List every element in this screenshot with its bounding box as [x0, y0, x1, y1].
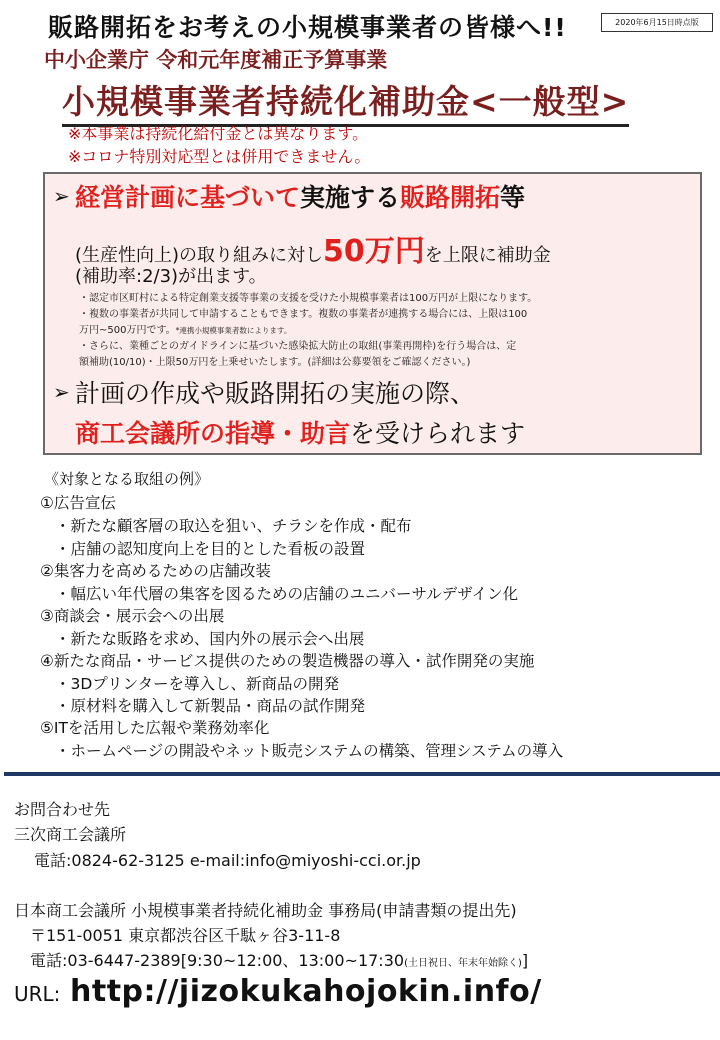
highlight-panel	[43, 172, 702, 455]
examples-title: 《対象となる取組の例》	[44, 470, 210, 488]
fine-print-joint-range: 万円~500万円です。	[79, 325, 176, 336]
note-not-combinable: ※コロナ特別対応型とは併用できません。	[68, 147, 371, 166]
contact-tel-local: 電話:0824-62-3125 e-mail:info@miyoshi-cci.or.jp	[34, 851, 421, 870]
panel-line-business-plan	[75, 178, 525, 214]
tel-national-main: 電話:03-6447-2389[9:30~12:00、13:00~17:30	[30, 951, 405, 970]
phrase-market-expansion: 販路開拓	[400, 183, 501, 212]
website-link[interactable]: http://jizokukahojokin.info/	[70, 974, 542, 1009]
contact-address: 〒151-0051 東京都渋谷区千駄ヶ谷3-11-8	[30, 926, 341, 945]
fine-print-certified: ・認定市区町村による特定創業支援等事業の支援を受けた小規模事業者は100万円が上限になります。	[79, 293, 538, 304]
section-divider	[4, 772, 720, 776]
panel-line-rate: (補助率:2/3)が出ます。	[75, 266, 267, 287]
panel-line-guidance	[75, 414, 525, 450]
headline: 販路開拓をお考えの小規模事業者の皆様へ!!	[48, 13, 567, 42]
fine-print-joint-line1: ・複数の事業者が共同して申請することもできます。複数の事業者が連携する場合には、上限は100	[79, 309, 528, 320]
example-item: ・新たな販路を求め、国内外の展示会へ出展	[55, 630, 365, 648]
contact-tel-national	[30, 948, 528, 971]
contact-heading: お問合わせ先	[14, 800, 111, 819]
example-item: ・店舗の認知度向上を目的とした看板の設置	[55, 540, 366, 558]
bullet-arrow-icon: ➢	[53, 380, 70, 404]
fine-print-reopening-line1: ・さらに、業種ごとのガイドラインに基づいた感染拡大防止の取組(事業再開枠)を行う場合は、定	[79, 341, 517, 352]
phrase-can-receive: を受けられます	[350, 419, 526, 448]
agency-line: 中小企業庁 令和元年度補正予算事業	[44, 48, 388, 72]
fine-print-reopening-line2: 額補助(10/10)・上限50万円を上乗せいたします。(詳細は公募要領をご確認ください。)	[79, 357, 471, 368]
contact-org-local: 三次商工会議所	[14, 825, 127, 844]
example-heading: ①広告宣伝	[40, 494, 116, 512]
example-heading: ⑤ITを活用した広報や業務効率化	[40, 719, 270, 737]
contact-org-national: 日本商工会議所 小規模事業者持続化補助金 事務局(申請書類の提出先)	[14, 901, 517, 920]
note-not-benefit: ※本事業は持続化給付金とは異なります。	[68, 124, 369, 143]
example-item: ・幅広い年代層の集客を図るための店舗のユニバーサルデザイン化	[55, 585, 519, 603]
fine-print-reopening	[79, 339, 516, 371]
example-heading: ④新たな商品・サービス提供のための製造機器の導入・試作開発の実施	[40, 652, 535, 670]
phrase-implement: 実施する	[300, 183, 401, 212]
example-item: ・ホームページの開設やネット販売システムの構築、管理システムの導入	[55, 742, 564, 760]
date-badge: 2020年6月15日時点版	[601, 13, 713, 32]
example-item: ・新たな顧客層の取込を狙い、チラシを作成・配布	[55, 517, 412, 535]
page-title: 小規模事業者持続化補助金<一般型>	[62, 76, 629, 127]
fine-print-joint-note: *連携小規模事業者数によります。	[175, 326, 292, 335]
example-heading: ③商談会・展示会への出展	[40, 607, 225, 625]
subsidy-prefix: (生産性向上)の取り組みに対し	[75, 245, 324, 266]
subsidy-suffix: を上限に補助金	[424, 245, 551, 266]
example-item: ・原材料を購入して新製品・商品の試作開発	[55, 697, 366, 715]
phrase-etc: 等	[500, 183, 526, 212]
panel-line-support: 計画の作成や販路開拓の実施の際、	[75, 379, 476, 408]
example-heading: ②集客力を高めるための店舗改装	[40, 562, 271, 580]
fine-print-joint	[79, 307, 527, 339]
fine-print-joint-line2	[79, 323, 527, 339]
phrase-cci-guidance: 商工会議所の指導・助言	[75, 419, 351, 448]
phrase-business-plan: 経営計画に基づいて	[75, 183, 301, 212]
example-item: ・3Dプリンターを導入し、新商品の開発	[55, 675, 340, 693]
bullet-arrow-icon: ➢	[53, 184, 70, 208]
tel-national-close: ]	[521, 951, 529, 970]
tel-national-hours-note: (土日祝日、年末年始除く)	[404, 958, 522, 969]
url-label: URL:	[14, 982, 61, 1006]
subsidy-amount: 50万円	[323, 234, 425, 269]
